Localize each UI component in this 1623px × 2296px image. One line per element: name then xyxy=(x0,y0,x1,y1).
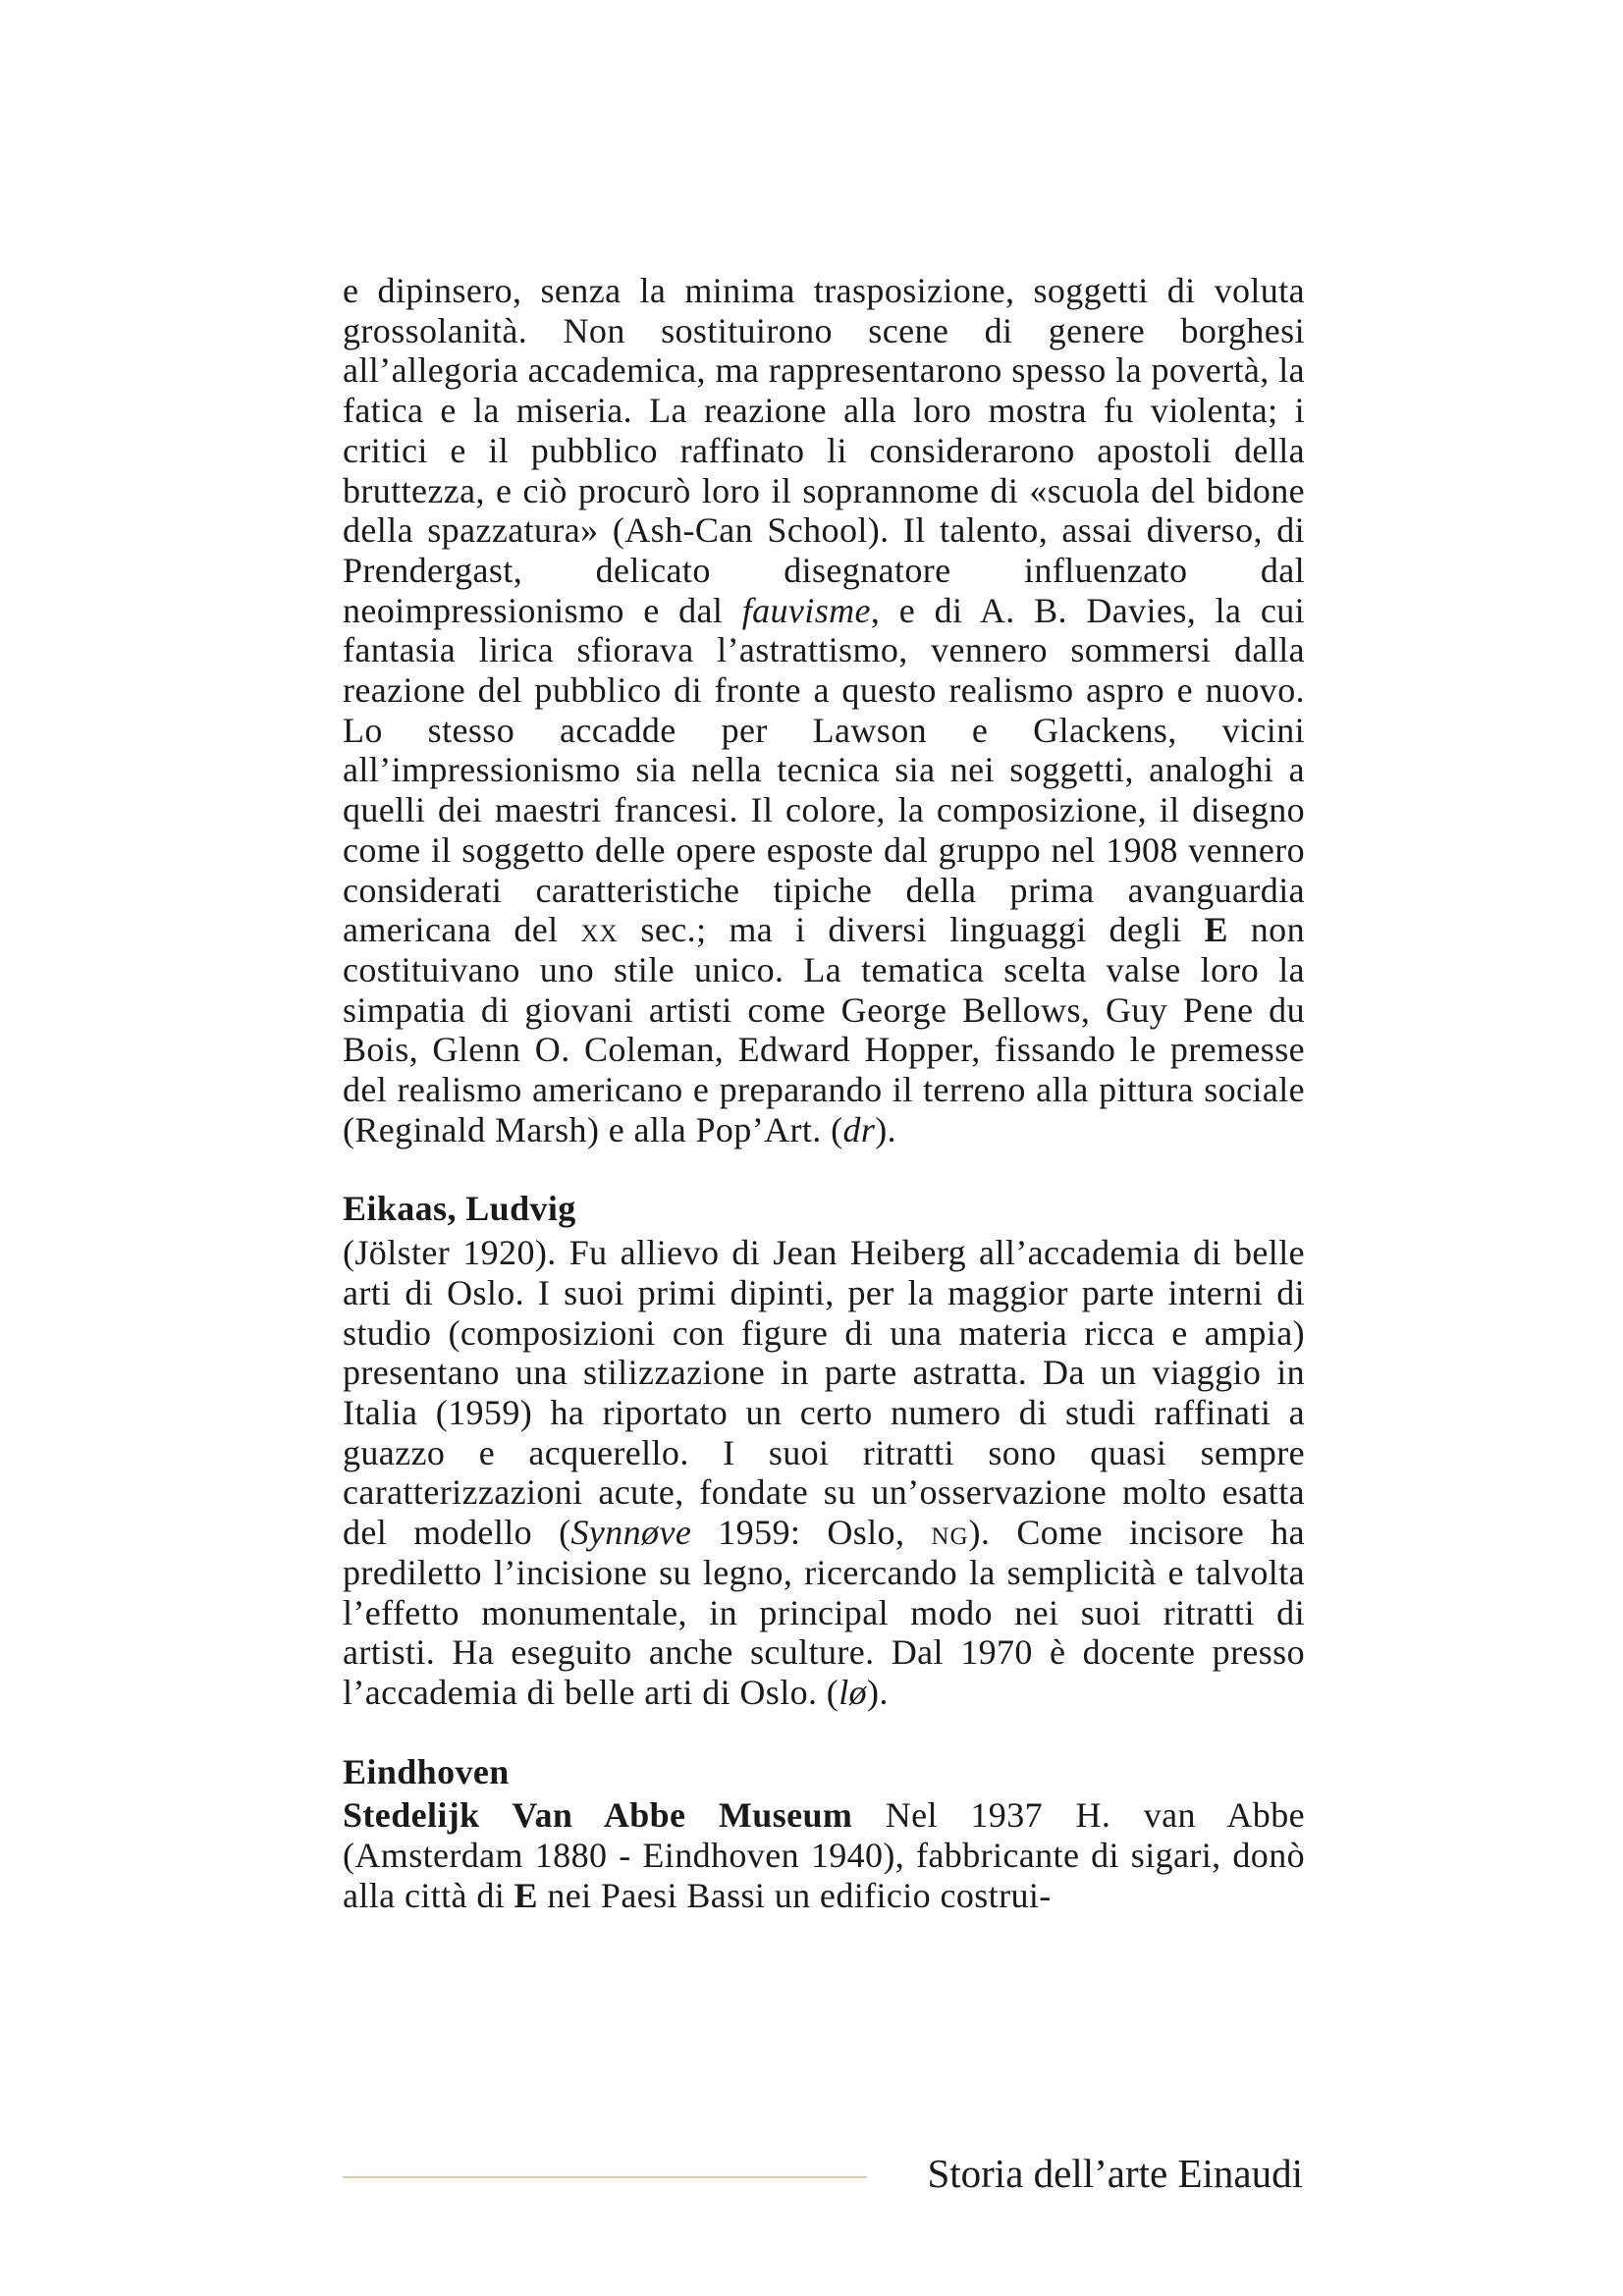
entry-heading-eikaas: Eikaas, Ludvig xyxy=(343,1189,576,1229)
text-run: , e di A. B. Davies, la cui fantasia lirica sfiorava l’astrattismo, vennero sommersi dalla reazione del pubblico di fronte a questo realismo aspro e nuovo. Lo stesso accadde per Lawson e Glackens, vicini all’impressionismo sia nella tecnica sia nei soggetti, analoghi a quelli dei maestri francesi. Il colore, la composizione, il disegno come il soggetto delle opere esposte dal gruppo nel 1908 vennero considerati caratteristiche tipiche della prima avanguardia americana del xyxy=(343,590,1306,950)
text-run: (Jölster 1920). Fu allievo di Jean Heiberg all’accademia di belle arti di Oslo. I suoi primi dipinti, per la maggior parte interni di studio (composizioni con figure di una materia ricca e ampia) presentano una stilizzazione in parte astratta. Da un viaggio in Italia (1959) ha riportato un certo numero di studi raffinati a guazzo e acquerello. I suoi ritratti sono quasi sempre caratterizzazioni acute, fondate su un’osservazione molto esatta del modello ( xyxy=(343,1233,1305,1553)
century-numeral: xx xyxy=(580,910,619,950)
text-run: ). xyxy=(875,1109,897,1149)
entry-body-eikaas xyxy=(343,1233,1305,1712)
entry-body-eindhoven xyxy=(343,1795,1305,1915)
italic-term: fauvisme xyxy=(741,590,871,630)
museum-abbreviation: ng xyxy=(931,1513,969,1553)
text-run: ). xyxy=(867,1672,889,1712)
main-text xyxy=(343,271,1305,1915)
author-initials: lø xyxy=(839,1672,868,1712)
text-run: nei Paesi Bassi un edificio costrui- xyxy=(537,1875,1052,1915)
text-run: e dipinsero, senza la minima trasposizione, soggetti di voluta grossolanità. Non sostituirono scene di genere borghesi all’allegoria accademica, ma rappresentarono spesso la povertà, la fatica e la miseria. La reazione alla loro mostra fu violenta; i critici e il pubblico raffinato li considerarono apostoli della bruttezza, e ciò procurò loro il soprannome di «scuola del bidone della spazzatura» (Ash-Can School). Il talento, assai diverso, di Prendergast, delicato disegnatore influenzato dal neoimpressionismo e dal xyxy=(343,271,1305,630)
author-initials: dr xyxy=(842,1109,876,1149)
bold-abbreviation: E xyxy=(514,1875,538,1915)
text-run: non costituivano uno stile unico. La tematica scelta valse loro la simpatia di giovani artisti come George Bellows, Guy Pene du Bois, Glenn O. Coleman, Edward Hopper, fissando le premesse del realismo americano e preparando il terreno alla pittura sociale (Reginald Marsh) e alla Pop’Art. ( xyxy=(343,910,1305,1149)
text-run: sec.; ma i diversi linguaggi degli xyxy=(618,910,1205,950)
entry-heading-eindhoven: Eindhoven xyxy=(343,1751,510,1791)
work-title: Synnøve xyxy=(570,1513,692,1553)
footer-rule xyxy=(343,2176,867,2178)
museum-name: Stedelijk Van Abbe Museum xyxy=(343,1795,853,1836)
paragraph-eight-continuation xyxy=(343,271,1305,1149)
footer-title: Storia dell’arte Einaudi xyxy=(927,2151,1303,2196)
text-run: 1959: Oslo, xyxy=(691,1513,932,1553)
text-run: ). Come incisore ha prediletto l’incisione su legno, ricercando la semplicità e talvolta l’effetto monumentale, in principal modo nei suoi ritratti di artisti. Ha eseguito anche sculture. Dal 1970 è docente presso l’accademia di belle arti di Oslo. ( xyxy=(343,1513,1305,1712)
text-run: Nel 1937 H. van Abbe (Amsterdam 1880 - Eindhoven 1940), fabbricante di sigari, donò alla città di xyxy=(343,1795,1305,1915)
bold-abbreviation: E xyxy=(1204,910,1228,950)
